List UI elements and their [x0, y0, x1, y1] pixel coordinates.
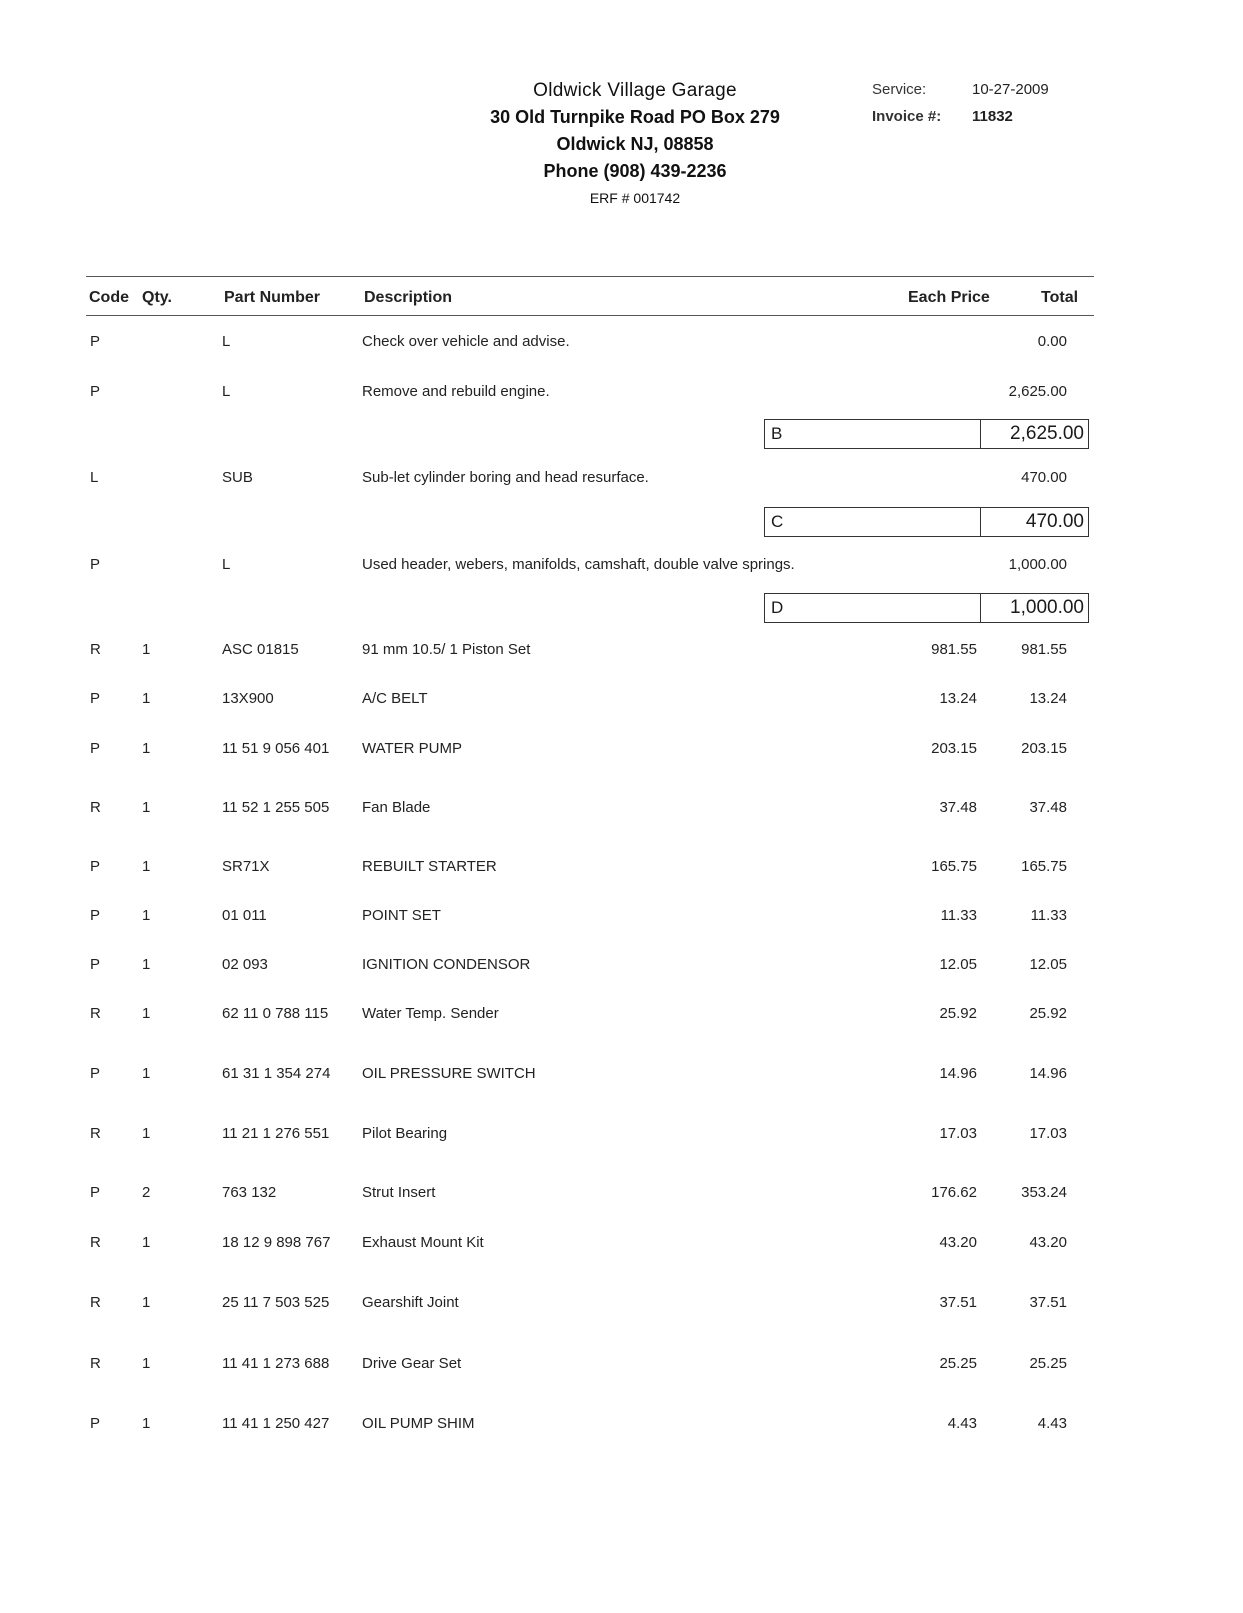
line-each-price: 176.62: [931, 1184, 977, 1201]
line-part-number: 11 41 1 250 427: [222, 1415, 330, 1432]
table-row: [0, 469, 1243, 509]
column-header-description: Description: [364, 289, 453, 306]
table-row: [0, 1005, 1243, 1045]
line-part-number: 11 21 1 276 551: [222, 1125, 330, 1142]
line-each-price: 37.51: [939, 1294, 977, 1311]
line-total: 2,625.00: [1008, 383, 1067, 400]
line-total: 203.15: [1021, 740, 1067, 757]
line-each-price: 203.15: [931, 740, 977, 757]
line-total: 12.05: [1029, 956, 1067, 973]
column-header-qty: Qty.: [142, 289, 172, 306]
line-each-price: 981.55: [931, 641, 977, 658]
line-part-number: 13X900: [222, 690, 274, 707]
line-code: R: [90, 641, 101, 658]
line-description: Strut Insert: [362, 1184, 436, 1201]
line-part-number: L: [222, 383, 231, 400]
line-each-price: 25.25: [939, 1355, 977, 1372]
table-row: [0, 1355, 1243, 1395]
column-header-part: Part Number: [224, 289, 321, 306]
line-each-price: 25.92: [939, 1005, 977, 1022]
table-row: [0, 1184, 1243, 1224]
line-part-number: L: [222, 333, 231, 350]
line-each-price: 165.75: [931, 858, 977, 875]
line-code: L: [90, 469, 99, 486]
garage-name: Oldwick Village Garage: [533, 80, 737, 101]
line-qty: 1: [142, 1415, 151, 1432]
line-description: Water Temp. Sender: [362, 1005, 499, 1022]
line-each-price: 11.33: [940, 907, 977, 924]
line-total: 13.24: [1029, 690, 1067, 707]
garage-address: 30 Old Turnpike Road PO Box 279: [490, 107, 780, 127]
line-description: 91 mm 10.5/ 1 Piston Set: [362, 641, 531, 658]
line-code: R: [90, 1355, 101, 1372]
line-code: R: [90, 1234, 101, 1251]
table-row: [0, 956, 1243, 996]
line-each-price: 37.48: [939, 799, 977, 816]
line-description: REBUILT STARTER: [362, 858, 497, 875]
line-qty: 1: [142, 1294, 151, 1311]
subtotal-amount: 2,625.00: [1010, 423, 1084, 444]
line-part-number: ASC 01815: [222, 641, 299, 658]
table-row: [0, 1234, 1243, 1274]
line-part-number: 01 011: [222, 907, 267, 924]
line-part-number: 02 093: [222, 956, 268, 973]
line-description: Pilot Bearing: [362, 1125, 448, 1142]
line-part-number: 763 132: [222, 1184, 277, 1201]
column-header-total: Total: [1041, 289, 1079, 306]
line-code: P: [90, 383, 101, 400]
service-date: 10-27-2009: [972, 81, 1049, 98]
line-code: P: [90, 333, 101, 350]
subtotal-box-b: [764, 419, 1090, 449]
line-part-number: 25 11 7 503 525: [222, 1294, 330, 1311]
line-description: OIL PRESSURE SWITCH: [362, 1065, 536, 1082]
line-description: Drive Gear Set: [362, 1355, 462, 1372]
line-description: Remove and rebuild engine.: [362, 383, 550, 400]
line-each-price: 14.96: [939, 1065, 977, 1082]
line-code: P: [90, 1184, 101, 1201]
line-each-price: 17.03: [939, 1125, 977, 1142]
line-total: 11.33: [1030, 907, 1067, 924]
line-qty: 1: [142, 740, 151, 757]
line-part-number: SR71X: [222, 858, 270, 875]
service-label: Service:: [872, 81, 927, 98]
line-code: P: [90, 907, 101, 924]
table-row: [0, 799, 1243, 839]
table-row: [0, 1415, 1243, 1455]
line-code: P: [90, 1415, 101, 1432]
line-total: 0.00: [1037, 333, 1067, 350]
line-code: R: [90, 1294, 101, 1311]
table-row: [0, 907, 1243, 947]
line-qty: 1: [142, 1355, 151, 1372]
line-part-number: SUB: [222, 469, 253, 486]
line-code: P: [90, 556, 101, 573]
line-code: P: [90, 740, 101, 757]
table-row: [0, 1294, 1243, 1334]
line-description: WATER PUMP: [362, 740, 462, 757]
subtotal-letter: D: [771, 598, 784, 617]
line-total: 470.00: [1021, 469, 1067, 486]
table-row: [0, 333, 1243, 373]
table-header-rule: [86, 315, 1094, 316]
line-each-price: 12.05: [939, 956, 977, 973]
line-qty: 1: [142, 956, 151, 973]
line-description: Used header, webers, manifolds, camshaft, double valve springs.: [362, 556, 795, 573]
line-total: 25.92: [1029, 1005, 1067, 1022]
line-total: 17.03: [1029, 1125, 1067, 1142]
line-part-number: 18 12 9 898 767: [222, 1234, 331, 1251]
subtotal-amount: 1,000.00: [1010, 597, 1084, 618]
table-row: [0, 1125, 1243, 1165]
table-row: [0, 1065, 1243, 1105]
table-row: [0, 690, 1243, 730]
line-description: POINT SET: [362, 907, 441, 924]
line-qty: 1: [142, 799, 151, 816]
invoice-number: 11832: [972, 108, 1013, 125]
line-description: Gearshift Joint: [362, 1294, 459, 1311]
line-total: 37.48: [1029, 799, 1067, 816]
line-description: Check over vehicle and advise.: [362, 333, 570, 350]
line-part-number: 62 11 0 788 115: [222, 1005, 329, 1022]
line-total: 981.55: [1021, 641, 1067, 658]
line-code: R: [90, 1125, 101, 1142]
line-total: 43.20: [1029, 1234, 1067, 1251]
line-qty: 1: [142, 907, 151, 924]
line-code: P: [90, 690, 101, 707]
line-code: R: [90, 799, 101, 816]
line-description: OIL PUMP SHIM: [362, 1415, 475, 1432]
line-part-number: 11 52 1 255 505: [222, 799, 330, 816]
line-description: Exhaust Mount Kit: [362, 1234, 484, 1251]
line-qty: 1: [142, 690, 151, 707]
line-part-number: 61 31 1 354 274: [222, 1065, 331, 1082]
line-code: P: [90, 956, 101, 973]
line-total: 14.96: [1029, 1065, 1067, 1082]
line-part-number: 11 51 9 056 401: [222, 740, 330, 757]
line-each-price: 13.24: [939, 690, 977, 707]
subtotal-letter: C: [771, 512, 784, 531]
line-each-price: 43.20: [939, 1234, 977, 1251]
table-top-rule: [86, 276, 1094, 277]
line-description: A/C BELT: [362, 690, 428, 707]
invoice-label: Invoice #:: [872, 108, 942, 125]
garage-city: Oldwick NJ, 08858: [556, 134, 714, 154]
line-qty: 1: [142, 858, 151, 875]
line-each-price: 4.43: [947, 1415, 977, 1432]
erf-number: ERF # 001742: [589, 190, 681, 206]
line-total: 165.75: [1021, 858, 1067, 875]
table-row: [0, 641, 1243, 681]
line-total: 4.43: [1037, 1415, 1067, 1432]
garage-phone: Phone (908) 439-2236: [543, 161, 727, 181]
line-description: Fan Blade: [362, 799, 431, 816]
line-qty: 1: [142, 1125, 151, 1142]
column-header-each-price: Each Price: [908, 289, 990, 306]
line-qty: 1: [142, 1065, 151, 1082]
column-header-code: Code: [89, 289, 129, 306]
line-qty: 2: [142, 1184, 151, 1201]
table-row: [0, 556, 1243, 596]
line-total: 37.51: [1029, 1294, 1067, 1311]
subtotal-amount: 470.00: [1025, 511, 1084, 532]
line-total: 1,000.00: [1008, 556, 1067, 573]
line-part-number: 11 41 1 273 688: [222, 1355, 330, 1372]
line-description: Sub-let cylinder boring and head resurface.: [362, 469, 649, 486]
line-qty: 1: [142, 1234, 151, 1251]
subtotal-letter: B: [771, 424, 783, 443]
line-qty: 1: [142, 1005, 151, 1022]
line-qty: 1: [142, 641, 151, 658]
line-part-number: L: [222, 556, 231, 573]
line-description: IGNITION CONDENSOR: [362, 956, 531, 973]
table-row: [0, 740, 1243, 780]
subtotal-box-c: [764, 507, 1090, 537]
line-total: 353.24: [1021, 1184, 1067, 1201]
line-code: P: [90, 1065, 101, 1082]
table-row: [0, 858, 1243, 898]
line-code: P: [90, 858, 101, 875]
line-code: R: [90, 1005, 101, 1022]
line-total: 25.25: [1029, 1355, 1067, 1372]
table-row: [0, 383, 1243, 423]
subtotal-box-d: [764, 593, 1090, 623]
